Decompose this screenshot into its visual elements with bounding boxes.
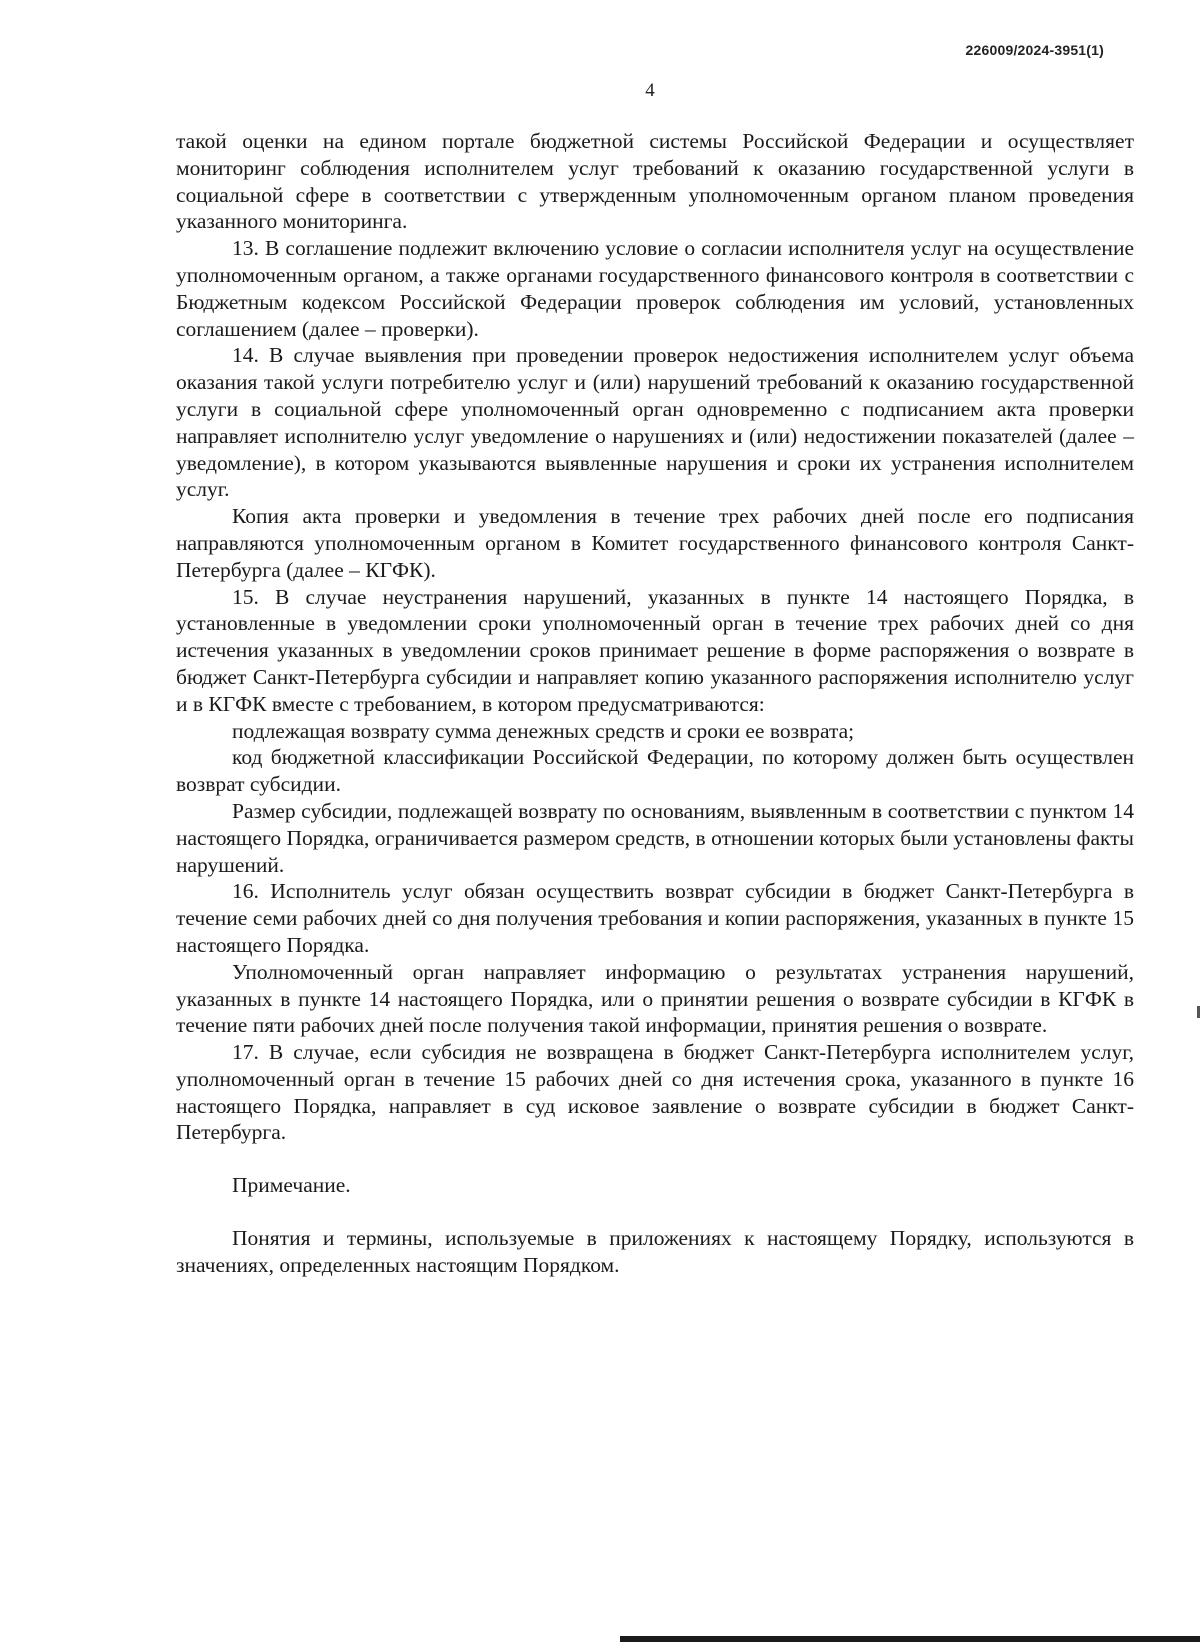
document-registration-number bbox=[966, 42, 1104, 58]
paragraph-17: 17. В случае, если субсидия не возвращена в бюджет Санкт-Петербурга исполнителем услуг, уполномоченный орган в течение 15 рабочих дней со дня истечения срока, указанного в пункте 16 настоящего Порядка, направляет в суд исковое заявление о возврате субсидии в бюджет Санкт-Петербурга. bbox=[176, 1040, 1134, 1145]
page-number: 4 bbox=[645, 80, 655, 101]
paragraph-13: 13. В соглашение подлежит включению условие о согласии исполнителя услуг на осуществление уполномоченным органом, а также органами государственного финансового контроля в соответствии с Бюджетным кодексом Российской Федерации проверок соблюдения им условий, установленных соглашением (далее – проверки). bbox=[176, 236, 1134, 341]
paragraph-monitoring: такой оценки на едином портале бюджетной системы Российской Федерации и осуществляет мониторинг соблюдения исполнителем услуг требований к оказанию государственной услуги в социальной сфере в соответствии с утвержденным уполномоченным органом планом проведения указанного мониторинга. bbox=[176, 129, 1134, 234]
note-title: Примечание. bbox=[232, 1173, 351, 1198]
paragraph-subsidy-size: Размер субсидии, подлежащей возврату по основаниям, выявленным в соответствии с пунктом 14 настоящего Порядка, ограничивается размером средств, в отношении которых были установлены факты нарушений. bbox=[176, 798, 1134, 877]
list-item-refund-amount: подлежащая возврату сумма денежных средств и сроки ее возврата; bbox=[232, 718, 855, 743]
document-body bbox=[176, 128, 1134, 1279]
paragraph-14: 14. В случае выявления при проведении проверок недостижения исполнителем услуг объема оказания такой услуги потребителю услуг и (или) нарушений требований к оказанию государственной услуги в социальной сфере уполномоченный орган одновременно с подписанием акта проверки направляет исполнителю услуг уведомление о нарушениях и (или) недостижении показателей (далее – уведомление), в котором указываются выявленные нарушения и сроки их устранения исполнителем услуг. bbox=[176, 343, 1134, 502]
paragraph-inspection-act-copy: Копия акта проверки и уведомления в течение трех рабочих дней после его подписания направляются уполномоченным органом в Комитет государственного финансового контроля Санкт-Петербурга (далее – КГФК). bbox=[176, 504, 1134, 582]
paragraph-16: 16. Исполнитель услуг обязан осуществить возврат субсидии в бюджет Санкт-Петербурга в течение семи рабочих дней со дня получения требования и копии распоряжения, указанных в пункте 15 настоящего Порядка. bbox=[176, 879, 1134, 957]
doc-number-text: 226009/2024-3951(1) bbox=[965, 42, 1104, 58]
scan-bottom-edge bbox=[620, 1636, 1200, 1642]
note-text: Понятия и термины, используемые в приложениях к настоящему Порядку, используются в значениях, определенных настоящим Порядком. bbox=[176, 1226, 1134, 1277]
paragraph-15: 15. В случае неустранения нарушений, указанных в пункте 14 настоящего Порядка, в установленные в уведомлении сроки уполномоченный орган в течение трех рабочих дней со дня истечения указанных в уведомлении сроков принимает решение в форме распоряжения о возврате в бюджет Санкт-Петербурга субсидии и направляет копию указанного распоряжения исполнителю услуг и в КГФК вместе с требованием, в котором предусматриваются: bbox=[176, 584, 1134, 716]
paragraph-authority-information: Уполномоченный орган направляет информацию о результатах устранения нарушений, указанных в пункте 14 настоящего Порядка, или о принятии решения о возврате субсидии в КГФК в течение пяти рабочих дней после получения такой информации, принятия решения о возврате. bbox=[176, 959, 1134, 1038]
list-item-budget-code: код бюджетной классификации Российской Федерации, по которому должен быть осуществлен возврат субсидии. bbox=[176, 745, 1134, 797]
